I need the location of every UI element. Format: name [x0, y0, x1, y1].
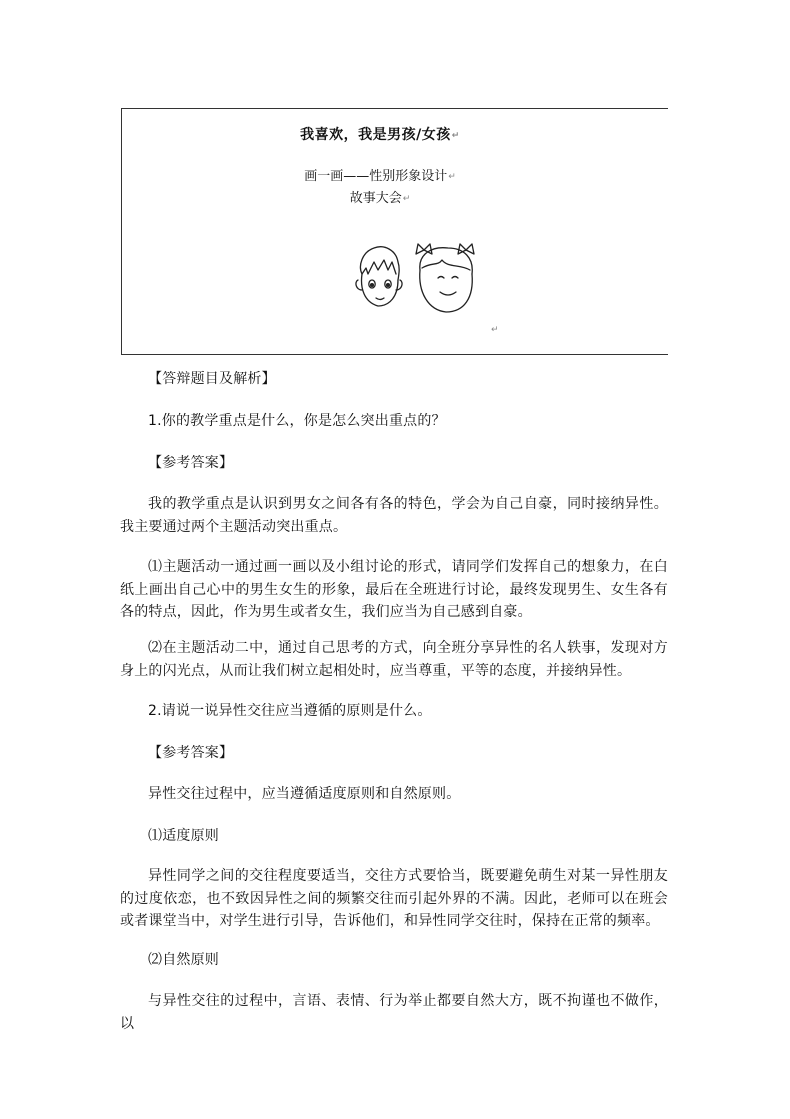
principle-2-heading: ⑵自然原则	[148, 952, 219, 968]
principle-1-heading: ⑴适度原则	[148, 828, 219, 844]
boy-face-icon	[356, 247, 402, 306]
reference-answer-label-2: 【参考答案】	[148, 745, 234, 761]
question-1: 1.你的教学重点是什么，你是怎么突出重点的？	[148, 413, 446, 429]
answer-1-point-2: ⑵在主题活动二中，通过自己思考的方式，向全班分享异性的名人轶事，发现对方身上的闪光点，从而让我们树立起相处时，应当尊重，平等的态度，并接纳异性。	[120, 640, 668, 679]
principle-1-text: 异性同学之间的交往程度要适当，交往方式要恰当，既要避免萌生对某一异性朋友的过度依恋，也不致因异性之间的频繁交往而引起外界的不满。因此，老师可以在班会或者课堂当中，对学生进行引导，告诉他们，和异性同学交往时，保持在正常的频率。	[120, 868, 668, 929]
return-mark-icon: ↵	[451, 131, 460, 141]
answer-2-intro: 异性交往过程中，应当遵循适度原则和自然原则。	[148, 786, 461, 802]
return-mark-icon: ↵	[491, 325, 499, 335]
answer-1-point-1: ⑴主题活动一通过画一画以及小组讨论的形式，请同学们发挥自己的想象力，在白纸上画出自己心中的男生女生的形象，最后在全班进行讨论，最终发现男生、女生各有各的特点，因此，作为男生或者女生，我们应当为自己感到自豪。	[120, 559, 668, 620]
return-mark-icon: ↵	[448, 172, 456, 182]
board-title: 我喜欢，我是男孩/女孩↵	[300, 127, 460, 143]
girl-face-icon	[416, 244, 474, 312]
board-line-story: 故事大会↵	[349, 191, 411, 206]
section-heading: 【答辩题目及解析】	[148, 371, 276, 387]
question-2: 2.请说一说异性交往应当遵循的原则是什么。	[148, 703, 432, 719]
principle-2-text: 与异性交往的过程中，言语、表情、行为举止都要自然大方，既不拘谨也不做作，以	[120, 993, 668, 1032]
reference-answer-label-1: 【参考答案】	[148, 455, 234, 471]
board-line-drawing: 画一画——性别形象设计↵	[304, 169, 456, 184]
return-mark-icon: ↵	[402, 194, 411, 204]
answer-1-intro: 我的教学重点是认识到男女之间各有各的特色，学会为自己自豪，同时接纳异性。我主要通过两个主题活动突出重点。	[120, 496, 668, 535]
boy-girl-faces-illustration	[348, 240, 498, 320]
